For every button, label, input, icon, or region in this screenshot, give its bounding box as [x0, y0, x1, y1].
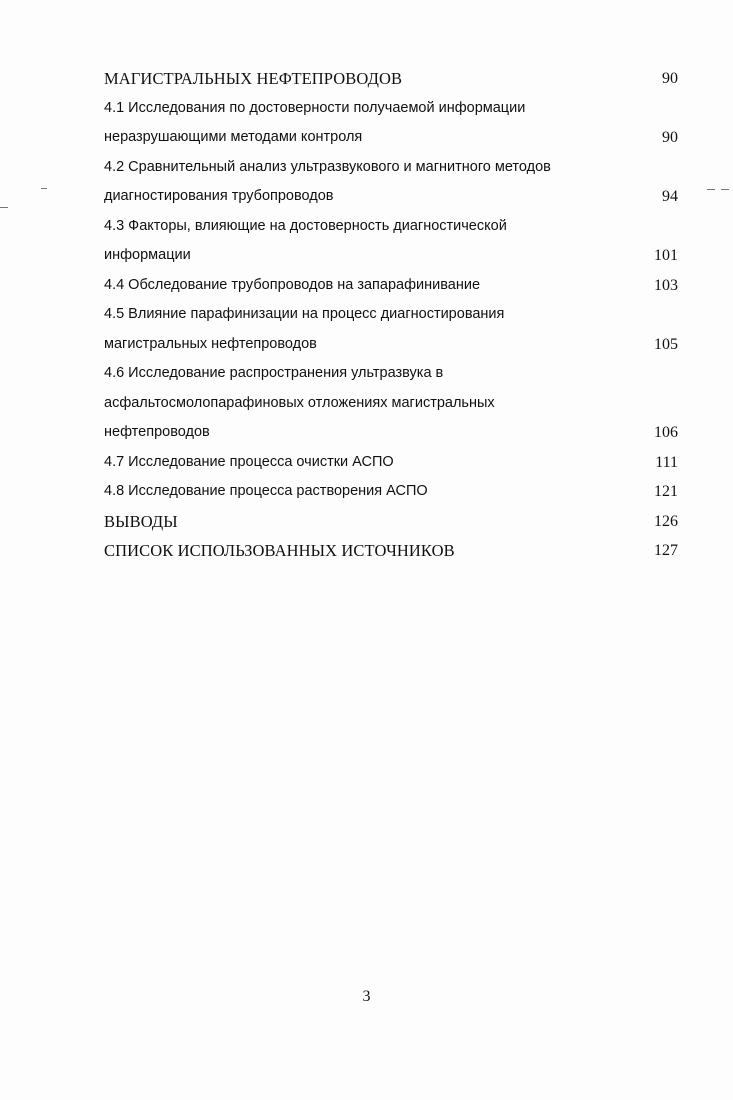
- toc-entry: [104, 64, 678, 94]
- toc-entry-text: 4.2 Сравнительный анализ ультразвукового и магнитного методов: [104, 158, 551, 175]
- toc-entry: [104, 359, 678, 448]
- toc-page-number: 94: [662, 188, 678, 205]
- toc-page-number: 101: [654, 247, 678, 264]
- toc-entry-text: 4.5 Влияние парафинизации на процесс диагностирования: [104, 306, 505, 322]
- toc-entry-text: 4.1 Исследования по достоверности получаемой информации: [104, 99, 526, 116]
- toc-entry-text: 4.3 Факторы, влияющие на достоверность диагностической: [104, 217, 507, 234]
- toc-entry-text: СПИСОК ИСПОЛЬЗОВАННЫХ ИСТОЧНИКОВ: [104, 541, 455, 560]
- scan-artifact: [0, 207, 8, 208]
- scan-artifact: [41, 188, 47, 189]
- page-number: 3: [362, 988, 371, 1005]
- toc-entry: [104, 477, 678, 507]
- toc-entry-text: 4.8 Исследование процесса растворения АСПО: [104, 483, 428, 499]
- toc-page-number: 127: [654, 542, 678, 559]
- scan-artifact: [707, 189, 715, 190]
- toc-entry-text: диагностирования трубопроводов: [104, 188, 334, 204]
- toc-entry: [104, 271, 678, 301]
- toc-entry: [104, 300, 678, 359]
- toc-page-number: 111: [655, 453, 678, 471]
- toc-page-number: 126: [654, 512, 678, 530]
- toc-entry: [104, 212, 678, 271]
- toc-entry: [104, 536, 678, 566]
- toc-entry-text: ВЫВОДЫ: [104, 511, 178, 531]
- toc-entry-text: нефтепроводов: [104, 424, 210, 440]
- toc-entry-text: МАГИСТРАЛЬНЫХ НЕФТЕПРОВОДОВ: [104, 69, 403, 88]
- toc-entry-text: 4.7 Исследование процесса очистки АСПО: [104, 453, 394, 470]
- toc-entry: [104, 153, 678, 212]
- toc-page-number: 90: [662, 129, 678, 146]
- toc-page-number: 106: [654, 424, 678, 441]
- toc-entry: [104, 448, 678, 478]
- toc-entry-text: асфальтосмолопарафиновых отложениях магистральных: [104, 394, 495, 411]
- toc-page-number: 121: [654, 483, 678, 500]
- toc-entry-text: информации: [104, 247, 191, 263]
- toc-entry: [104, 94, 678, 153]
- toc-entry-text: магистральных нефтепроводов: [104, 335, 317, 352]
- toc-entry-text: 4.4 Обследование трубопроводов на запарафинивание: [104, 276, 481, 293]
- scan-artifact: [721, 189, 729, 190]
- toc-page-number: 105: [654, 335, 678, 353]
- table-of-contents: [104, 64, 678, 566]
- toc-page-number: 103: [654, 276, 678, 294]
- toc-page-number: 90: [662, 70, 678, 87]
- toc-entry: [104, 507, 678, 537]
- toc-entry-text: неразрушающими методами контроля: [104, 129, 363, 145]
- toc-entry-text: 4.6 Исследование распространения ультразвука в: [104, 365, 444, 381]
